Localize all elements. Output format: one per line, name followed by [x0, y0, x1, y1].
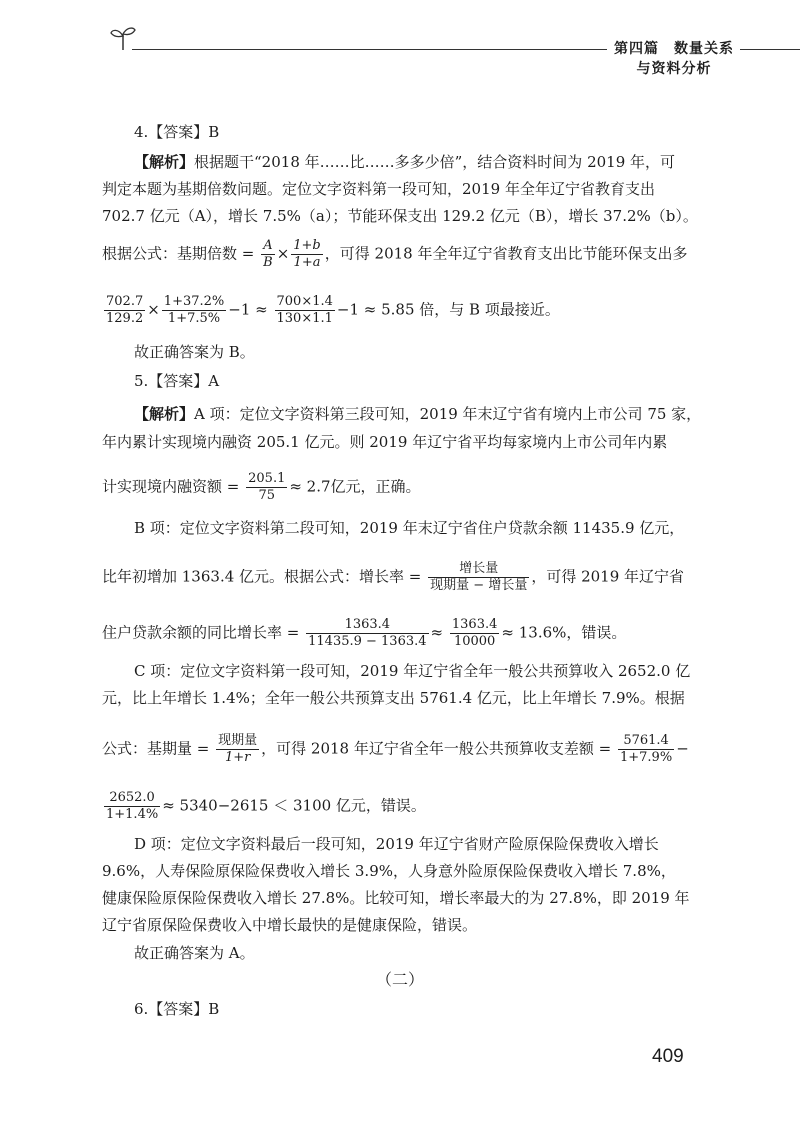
q5-option-b-line-3: 住户贷款余额的同比增长率 = $\frac{1363.4}{11435.9 - 1363.4}$ ≈ $\frac{1363.4}{10000}$ ≈ 13.6%，错误。 [102, 617, 627, 649]
fraction: $\frac{\text{增长量}}{\text{现期量 − 增长量}}$ [430, 561, 528, 593]
fraction: $\frac{\text{现期量}}{1+r}$ [218, 733, 258, 765]
q5-option-c-line-3: 公式：基期量 = $\frac{\text{现期量}}{1+r}$ ，可得 2018 年辽宁省全年一般公共预算收支差额 = $\frac{5761.4}{1+7.9\%}$ − [102, 733, 689, 765]
fraction: $\frac{A}{B}$ [263, 238, 273, 270]
q5-option-d-line-1: D 项：定位文字资料最后一段可知，2019 年辽宁省财产险原保险保费收入增长 [134, 835, 659, 853]
q4-formula-line: 根据公式：基期倍数 = $\frac{A}{B}$ × $\frac{1+b}{1+a}$ ，可得 2018 年全年辽宁省教育支出比节能环保支出多 [102, 238, 688, 270]
q5-option-a-line-2: 年内累计实现境内融资 205.1 亿元。则 2019 年辽宁省平均每家境内上市公司年内累 [102, 433, 668, 451]
fraction: $\frac{702.7}{129.2}$ [106, 294, 144, 326]
analysis-label: 【解析】 [134, 153, 195, 171]
fraction: $\frac{1363.4}{10000}$ [451, 617, 498, 649]
q5-option-c-line-4: $\frac{2652.0}{1+1.4\%}$ ≈ 5340−2615 ＜ 3100 亿元，错误。 [106, 790, 426, 822]
q6-answer: 6.【答案】B [134, 1000, 220, 1018]
q5-option-a-line-3: 计实现境内融资额 = $\frac{205.1}{75}$ ≈ 2.7亿元，正确。 [102, 471, 421, 503]
q4-analysis-line-2: 判定本题为基期倍数问题。定位文字资料第一段可知，2019 年全年辽宁省教育支出 [102, 180, 655, 198]
q5-option-b-line-1: B 项：定位文字资料第二段可知，2019 年末辽宁省住户贷款余额 11435.9 亿元， [134, 519, 685, 537]
analysis-label: 【解析】 [134, 405, 195, 423]
q4-analysis-line-3: 702.7 亿元（A），增长 7.5%（a）；节能环保支出 129.2 亿元（B），增长 37.2%（b）。 [102, 207, 698, 225]
q5-option-d-line-2: 9.6%，人寿保险原保险保费收入增长 3.9%，人身意外险原保险保费收入增长 7.8%， [102, 862, 676, 880]
fraction: $\frac{1+b}{1+a}$ [293, 238, 321, 270]
fraction: $\frac{5761.4}{1+7.9\%}$ [619, 733, 673, 765]
header-rule-left [132, 49, 607, 50]
section-label: （二） [375, 970, 424, 989]
chapter-title: 第四篇 数量关系与资料分析 [614, 41, 734, 77]
q5-option-c-line-2: 元，比上年增长 1.4%；全年一般公共预算支出 5761.4 亿元，比上年增长 7.9%。根据 [102, 689, 685, 707]
fraction: $\frac{205.1}{75}$ [248, 471, 286, 503]
q5-answer: 5.【答案】A [134, 372, 220, 390]
fraction: $\frac{1363.4}{11435.9 - 1363.4}$ [308, 617, 427, 649]
q5-option-d-line-4: 辽宁省原保险保费收入中增长最快的是健康保险，错误。 [102, 916, 478, 934]
fraction: $\frac{700\times 1.4}{130\times 1.1}$ [276, 294, 333, 326]
q4-answer: 4.【答案】B [134, 123, 220, 141]
running-header [100, 0, 800, 77]
q5-option-a-line-1: 【解析】A 项：定位文字资料第三段可知，2019 年末辽宁省有境内上市公司 75 家， [134, 405, 702, 423]
fraction: $\frac{2652.0}{1+1.4\%}$ [106, 790, 159, 822]
q4-analysis-line-1: 【解析】根据题干“2018 年……比……多多少倍”，结合资料时间为 2019 年，可 [134, 153, 676, 171]
header-rule-right [740, 49, 800, 50]
page-number: 409 [652, 1046, 684, 1067]
q4-calculation-line: $\frac{702.7}{129.2}$ × $\frac{1+37.2\%}{1+7.5\%}$ −1 ≈ $\frac{700\times 1.4}{130\times 1.1}$ −1 ≈ 5.85 倍，与 B 项最接近。 [106, 294, 560, 326]
fraction: $\frac{1+37.2\%}{1+7.5\%}$ [163, 294, 225, 326]
q4-conclusion: 故正确答案为 B。 [134, 343, 255, 361]
q5-option-c-line-1: C 项：定位文字资料第一段可知，2019 年辽宁省全年一般公共预算收入 2652.0 亿 [134, 662, 691, 680]
sprout-icon [108, 24, 138, 52]
q5-conclusion: 故正确答案为 A。 [134, 944, 255, 962]
q5-option-d-line-3: 健康保险原保险保费收入增长 27.8%。比较可知，增长率最大的为 27.8%，即 2019 年 [102, 889, 690, 907]
q5-option-b-line-2: 比年初增加 1363.4 亿元。根据公式：增长率 = $\frac{\text{增长量}}{\text{现期量 − 增长量}}$ ，可得 2019 年辽宁省 [102, 561, 685, 593]
